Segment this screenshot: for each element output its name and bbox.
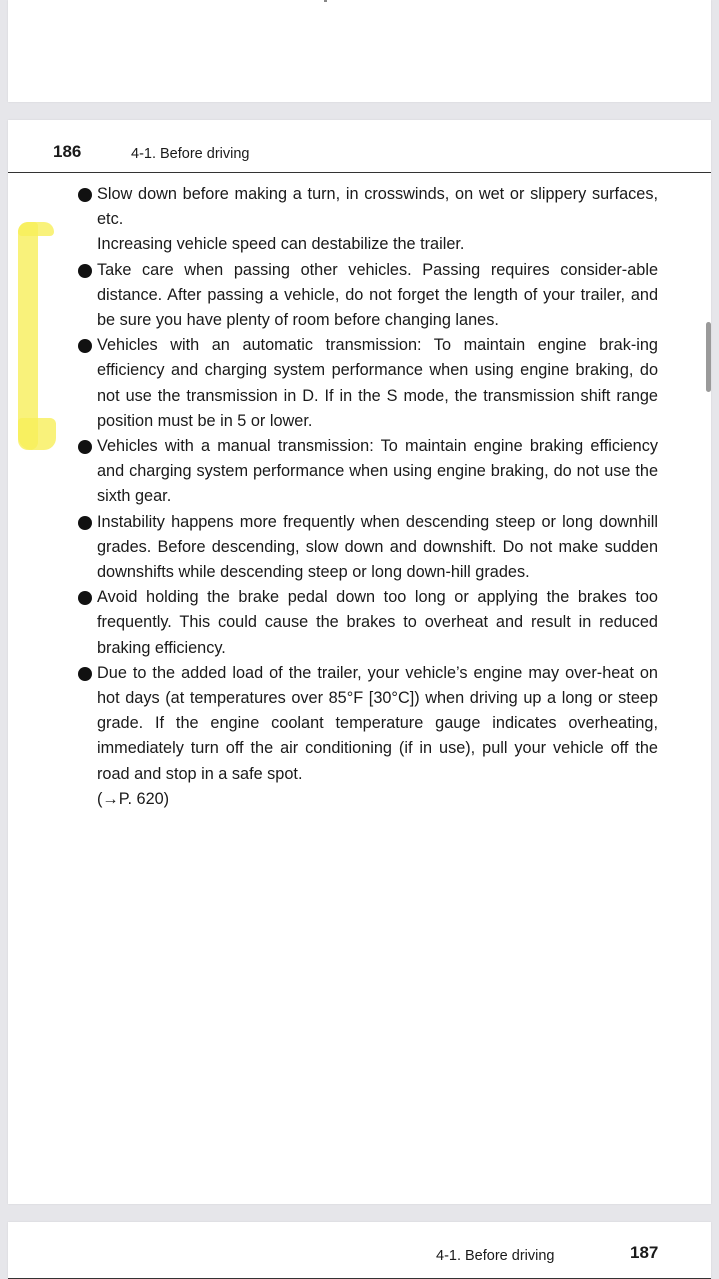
highlighter-mark [18,222,38,450]
previous-page [8,0,711,102]
item-text: Due to the added load of the trailer, your vehicle’s engine may over-heat on hot days (at temperatures over 85°F [30°C]) when driving up a long or steep grade. If the engine coolant temperature gauge indicates overheating, immediately turn off the air conditioning (if in use), pull your vehicle off the road and stop in a safe spot. [97,663,658,783]
item-text: Slow down before making a turn, in crosswinds, on wet or slippery surfaces, etc. [97,185,658,229]
list-item [78,661,658,812]
page-footer [8,1221,711,1279]
list-item [78,258,658,334]
list-item [78,182,658,258]
list-item [78,333,658,434]
page-header [8,120,711,173]
list-item [78,434,658,510]
bullet-list [78,182,658,812]
next-page [8,1222,711,1279]
page-reference-link[interactable]: (→P. 620) [97,789,170,808]
page-edge-mark [324,0,327,2]
highlighter-mark-bottom [18,418,56,450]
item-text: Vehicles with an automatic transmission: To maintain engine brak-ing efficiency and charging system performance when using engine braking, do not use the transmission in D. If in the S mode, the transmission shift range position must be in 5 or lower. [97,336,658,430]
bullet-icon [78,667,92,681]
bullet-icon [78,440,92,454]
list-item [78,510,658,586]
item-text: Increasing vehicle speed can destabilize the trailer. [97,235,465,254]
section-title: 4-1. Before driving [131,146,250,162]
item-text: Vehicles with a manual transmission: To maintain engine braking efficiency and charging system performance when using engine braking, do not use the sixth gear. [97,437,658,506]
bullet-icon [78,264,92,278]
highlighter-mark-top [18,222,54,236]
current-page [8,120,711,1204]
bullet-icon [78,516,92,530]
item-text: Take care when passing other vehicles. Passing requires consider-able distance. After passing a vehicle, do not forget the length of your trailer, and be sure you have plenty of room before changing lanes. [97,260,658,330]
page-number: 187 [630,1243,659,1262]
page-number: 186 [53,142,82,161]
list-item [78,585,658,661]
scrollbar-thumb[interactable] [706,322,711,392]
bullet-icon [78,188,92,202]
item-text: Avoid holding the brake pedal down too long or applying the brakes too frequently. This could cause the brakes to overheat and result in reduced braking efficiency. [97,588,658,657]
bullet-icon [78,591,92,605]
item-text: Instability happens more frequently when descending steep or long downhill grades. Before descending, slow down and downshift. Do not make sudden downshifts while descending steep or long down-hill grades. [97,512,658,582]
bullet-icon [78,339,92,353]
section-title: 4-1. Before driving [436,1248,555,1264]
